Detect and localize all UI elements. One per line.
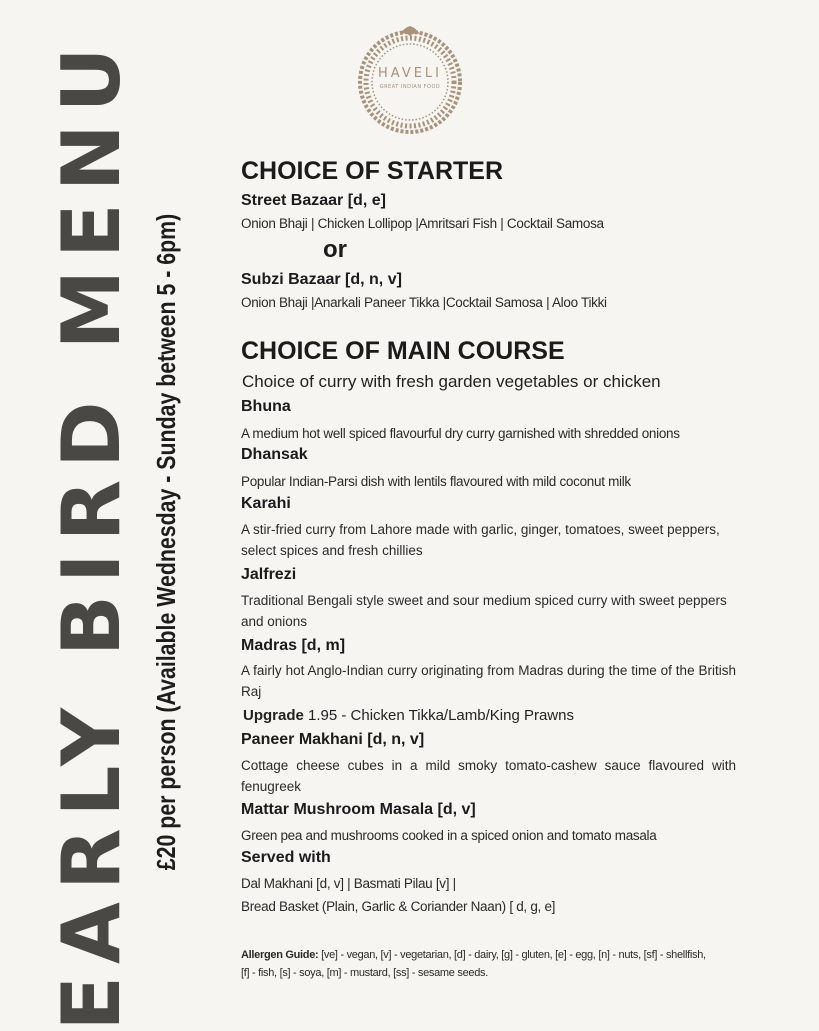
served-with-line: Bread Basket (Plain, Garlic & Coriander Naan) [ d, g, e]	[241, 899, 556, 914]
price-availability: £20 per person (Available Wednesday - Sunday between 5 - 6pm)	[151, 213, 181, 871]
main-item-desc: Green pea and mushrooms cooked in a spiced onion and tomato masala	[241, 828, 657, 843]
main-heading: CHOICE OF MAIN COURSE	[241, 337, 565, 365]
main-item-name: Paneer Makhani [d, n, v]	[241, 731, 425, 748]
starter-heading: CHOICE OF STARTER	[241, 157, 504, 185]
starter-option-desc: Onion Bhaji |Anarkali Paneer Tikka |Cocktail Samosa | Aloo Tikki	[241, 295, 607, 310]
main-item-desc: A medium hot well spiced flavourful dry curry garnished with shredded onions	[241, 426, 680, 441]
main-item-name: Mattar Mushroom Masala [d, v]	[241, 801, 476, 818]
main-item-name: Bhuna	[241, 398, 291, 415]
starter-option-name: Subzi Bazaar [d, n, v]	[241, 271, 402, 288]
upgrade-label: Upgrade	[243, 707, 304, 724]
main-item-desc: A fairly hot Anglo-Indian curry originating from Madras during the time of the British Raj	[241, 663, 736, 699]
main-item-desc: A stir-fried curry from Lahore made with garlic, ginger, tomatoes, sweet peppers, select spices and fresh chillies	[241, 522, 720, 558]
served-with-line: Dal Makhani [d, v] | Basmati Pilau [v] |	[241, 876, 456, 891]
allergen-guide	[241, 946, 711, 982]
main-item-desc: Cottage cheese cubes in a mild smoky tomato-cashew sauce flavoured with fenugreek	[241, 758, 736, 794]
starter-option-desc: Onion Bhaji | Chicken Lollipop |Amritsari Fish | Cocktail Samosa	[241, 216, 604, 231]
brand-name: HAVELI	[377, 66, 443, 81]
main-item-name: Karahi	[241, 495, 291, 512]
main-item-name: Madras [d, m]	[241, 637, 346, 654]
menu-title: EARLY BIRD MENU	[45, 35, 138, 1031]
served-with-heading: Served with	[241, 849, 331, 866]
allergen-label: Allergen Guide:	[241, 949, 319, 961]
main-item-name: Jalfrezi	[241, 566, 297, 583]
upgrade-text: 1.95 - Chicken Tikka/Lamb/King Prawns	[303, 707, 574, 724]
upgrade-note	[243, 707, 574, 724]
main-item-desc: Traditional Bengali style sweet and sour medium spiced curry with sweet peppers and onions	[241, 593, 727, 629]
brand-tagline: GREAT INDIAN FOOD	[379, 84, 441, 90]
main-item-name: Dhansak	[241, 446, 308, 463]
starter-option-name: Street Bazaar [d, e]	[241, 192, 386, 209]
main-intro: Choice of curry with fresh garden vegetables or chicken	[242, 372, 661, 391]
haveli-logo	[354, 24, 466, 136]
allergen-text: [ve] - vegan, [v] - vegetarian, [d] - dairy, [g] - gluten, [e] - egg, [n] - nuts, [sf] - shellfish, [f] - fish, [s] - soya, [m] - mustard, [ss] - sesame seeds.	[241, 949, 706, 979]
main-item-desc: Popular Indian-Parsi dish with lentils flavoured with mild coconut milk	[241, 474, 631, 489]
or-divider: or	[323, 236, 347, 263]
